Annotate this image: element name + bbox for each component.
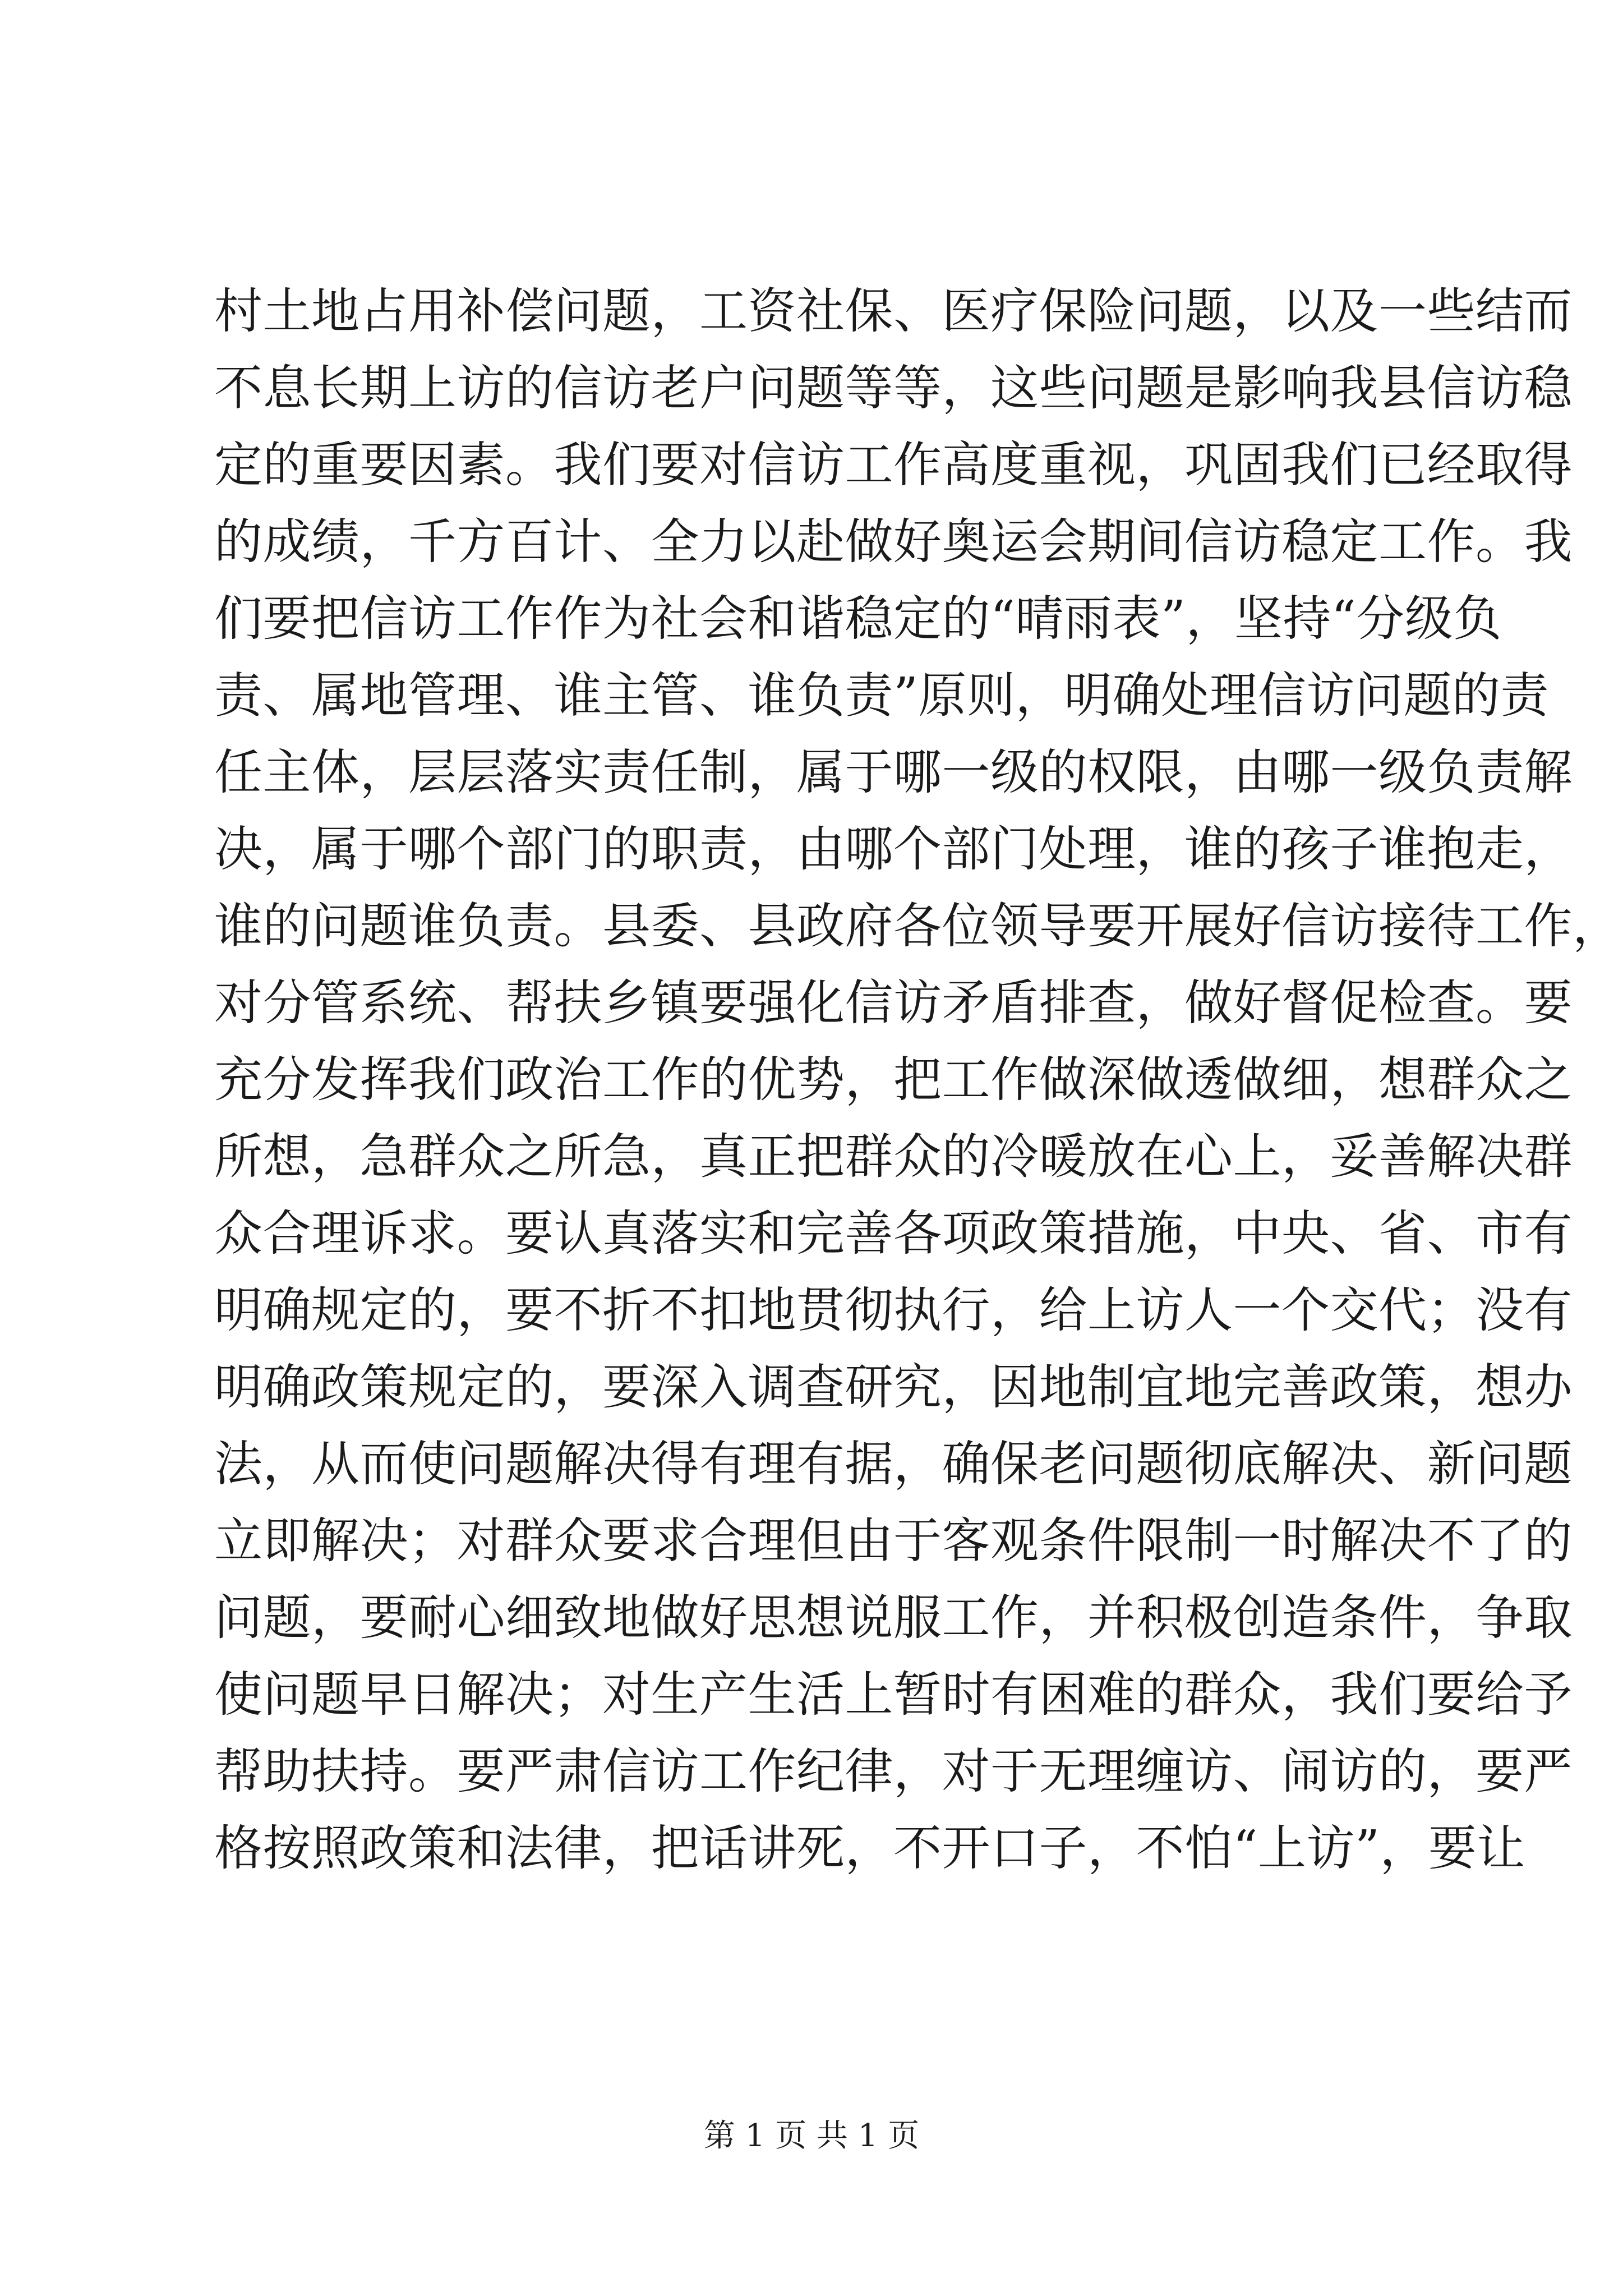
text-line: 格按照政策和法律，把话讲死，不开口子，不怕“上访”，要让 <box>214 1820 1525 1876</box>
text-line: 们要把信访工作作为社会和谐稳定的“晴雨表”，坚持“分级负 <box>214 591 1502 647</box>
text-line: 责、属地管理、谁主管、谁负责”原则，明确处理信访问题的责 <box>214 668 1549 724</box>
text-line: 决，属于哪个部门的职责，由哪个部门处理，谁的孩子谁抱走， <box>214 821 1573 877</box>
text-line: 立即解决；对群众要求合理但由于客观条件限制一时解决不了的 <box>214 1513 1573 1569</box>
text-line: 众合理诉求。要认真落实和完善各项政策措施，中央、省、市有 <box>214 1205 1573 1262</box>
text-line: 村土地占用补偿问题，工资社保、医疗保险问题，以及一些结而 <box>214 283 1573 339</box>
text-line: 使问题早日解决；对生产生活上暂时有困难的群众，我们要给予 <box>214 1667 1573 1723</box>
page-number-footer: 第 1 页 共 1 页 <box>703 2118 920 2154</box>
text-line: 所想，急群众之所急，真正把群众的冷暖放在心上，妥善解决群 <box>214 1129 1573 1185</box>
text-line: 明确政策规定的，要深入调查研究，因地制宜地完善政策，想办 <box>214 1359 1573 1415</box>
text-line: 明确规定的，要不折不扣地贯彻执行，给上访人一个交代；没有 <box>214 1282 1573 1338</box>
text-line: 任主体，层层落实责任制，属于哪一级的权限，由哪一级负责解 <box>214 744 1573 800</box>
text-line: 充分发挥我们政治工作的优势，把工作做深做透做细，想群众之 <box>214 1052 1573 1108</box>
text-line: 问题，要耐心细致地做好思想说服工作，并积极创造条件，争取 <box>214 1590 1573 1646</box>
text-line: 定的重要因素。我们要对信访工作高度重视，巩固我们已经取得 <box>214 437 1573 493</box>
text-line: 帮助扶持。要严肃信访工作纪律，对于无理缠访、闹访的，要严 <box>214 1743 1573 1800</box>
text-line: 不息长期上访的信访老户问题等等，这些问题是影响我县信访稳 <box>214 360 1573 416</box>
text-line: 对分管系统、帮扶乡镇要强化信访矛盾排查，做好督促检查。要 <box>214 975 1573 1031</box>
text-line: 法，从而使问题解决得有理有据，确保老问题彻底解决、新问题 <box>214 1436 1573 1492</box>
text-line: 的成绩，千方百计、全力以赴做好奥运会期间信访稳定工作。我 <box>214 514 1573 570</box>
text-line: 谁的问题谁负责。县委、县政府各位领导要开展好信访接待工作， <box>214 898 1621 954</box>
